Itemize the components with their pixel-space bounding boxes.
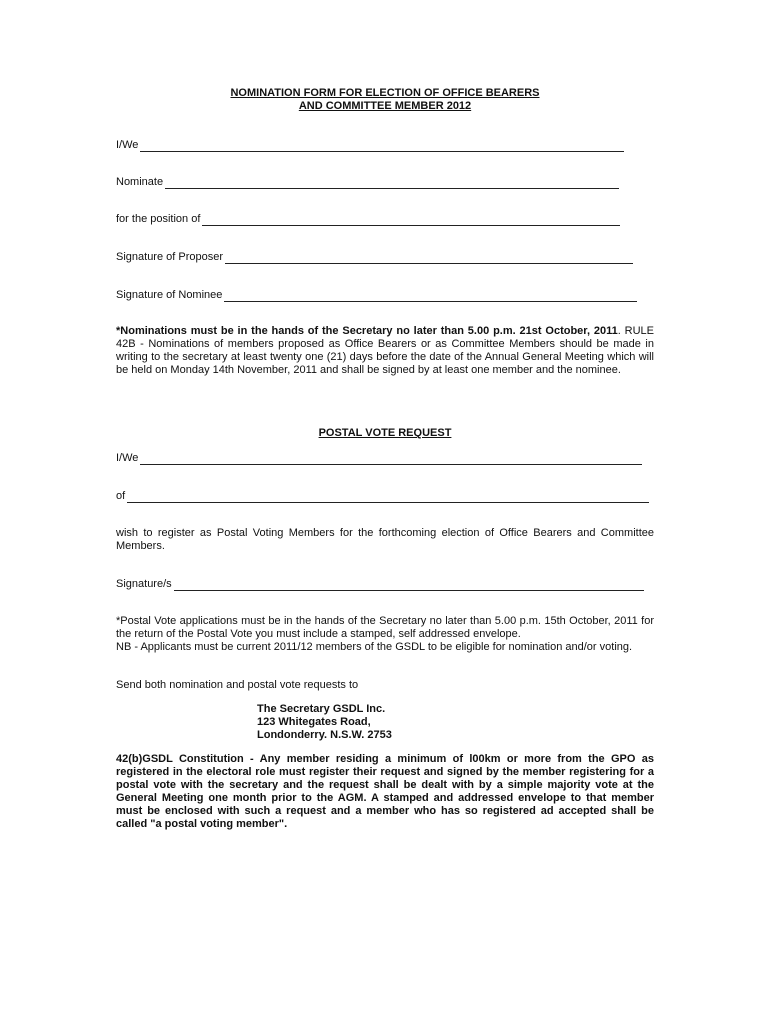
address-line3: Londonderry. N.S.W. 2753 (257, 729, 392, 741)
postal-of-field[interactable] (116, 489, 649, 503)
postal-vote-heading: POSTAL VOTE REQUEST (318, 427, 452, 439)
signature-nominee-field[interactable] (116, 288, 637, 302)
signature-proposer-field[interactable] (116, 250, 633, 264)
nominate-field[interactable] (116, 175, 619, 189)
signature-proposer-line[interactable] (225, 252, 633, 264)
nominate-line[interactable] (165, 177, 619, 189)
nb-eligibility-text: NB - Applicants must be current 2011/12 members of the GSDL to be eligible for nomination and/or voting. (116, 641, 633, 653)
postal-of-line[interactable] (127, 491, 649, 503)
postal-applications-text: *Postal Vote applications must be in the hands of the Secretary no later than 5.00 p.m. 15th October, 2011 for the return of the Postal Vote you must include a stamped, self addressed envelope. (116, 615, 654, 640)
nomination-iwe-field[interactable] (116, 138, 624, 152)
position-label: for the position of (116, 213, 201, 225)
nomination-deadline-text: *Nominations must be in the hands of the Secretary no later than 5.00 p.m. 21st October, 2011 (116, 325, 618, 337)
address-line1: The Secretary GSDL Inc. (257, 703, 386, 715)
constitution-clause-paragraph: 42(b)GSDL Constitution - Any member residing a minimum of l00km or more from the GPO as registered in the electoral role must register their request and signed by the member registering for a postal vote with the secretary and the request shall be dealt with by a simple majority vote at the General Meeting one month prior to the AGM. A stamped and addressed envelope to that member must be enclosed with such a request and a member who has so registered ad accepted shall be called "a postal voting member". (116, 753, 654, 830)
address-line2: 123 Whitegates Road, (257, 716, 371, 728)
postal-signature-label: Signature/s (116, 578, 172, 590)
nomination-deadline-period: . (617, 325, 621, 337)
nomination-rules-paragraph (116, 325, 654, 377)
signature-nominee-label: Signature of Nominee (116, 289, 223, 301)
position-line[interactable] (202, 214, 620, 226)
rule-42b-text: RULE 42B - Nominations of members proposed as Office Bearers or as Committee Members should be made in writing to the secretary at least twenty one (21) days before the date of the Annual General Meeting which will be held on Monday 14th November, 2011 and shall be signed by at least one member and the nominee. (116, 325, 654, 376)
send-requests-text: Send both nomination and postal vote requests to (116, 679, 359, 691)
secretary-address (257, 703, 392, 742)
postal-of-label: of (116, 490, 126, 502)
postal-iwe-field[interactable] (116, 451, 642, 465)
postal-iwe-label: I/We (116, 452, 139, 464)
postal-applications-paragraph (116, 615, 654, 654)
nominate-label: Nominate (116, 176, 164, 188)
postal-signature-line[interactable] (174, 579, 644, 591)
postal-iwe-line[interactable] (140, 453, 642, 465)
nomination-iwe-label: I/We (116, 139, 139, 151)
nomination-iwe-line[interactable] (140, 140, 624, 152)
signature-nominee-line[interactable] (224, 290, 637, 302)
postal-register-paragraph: wish to register as Postal Voting Members for the forthcoming election of Office Bearers and Committee Members. (116, 527, 654, 552)
position-field[interactable] (116, 212, 620, 226)
form-title-line1: NOMINATION FORM FOR ELECTION OF OFFICE BEARERS (230, 87, 540, 99)
postal-signature-field[interactable] (116, 577, 644, 591)
signature-proposer-label: Signature of Proposer (116, 251, 224, 263)
form-title-line2: AND COMMITTEE MEMBER 2012 (298, 100, 472, 112)
